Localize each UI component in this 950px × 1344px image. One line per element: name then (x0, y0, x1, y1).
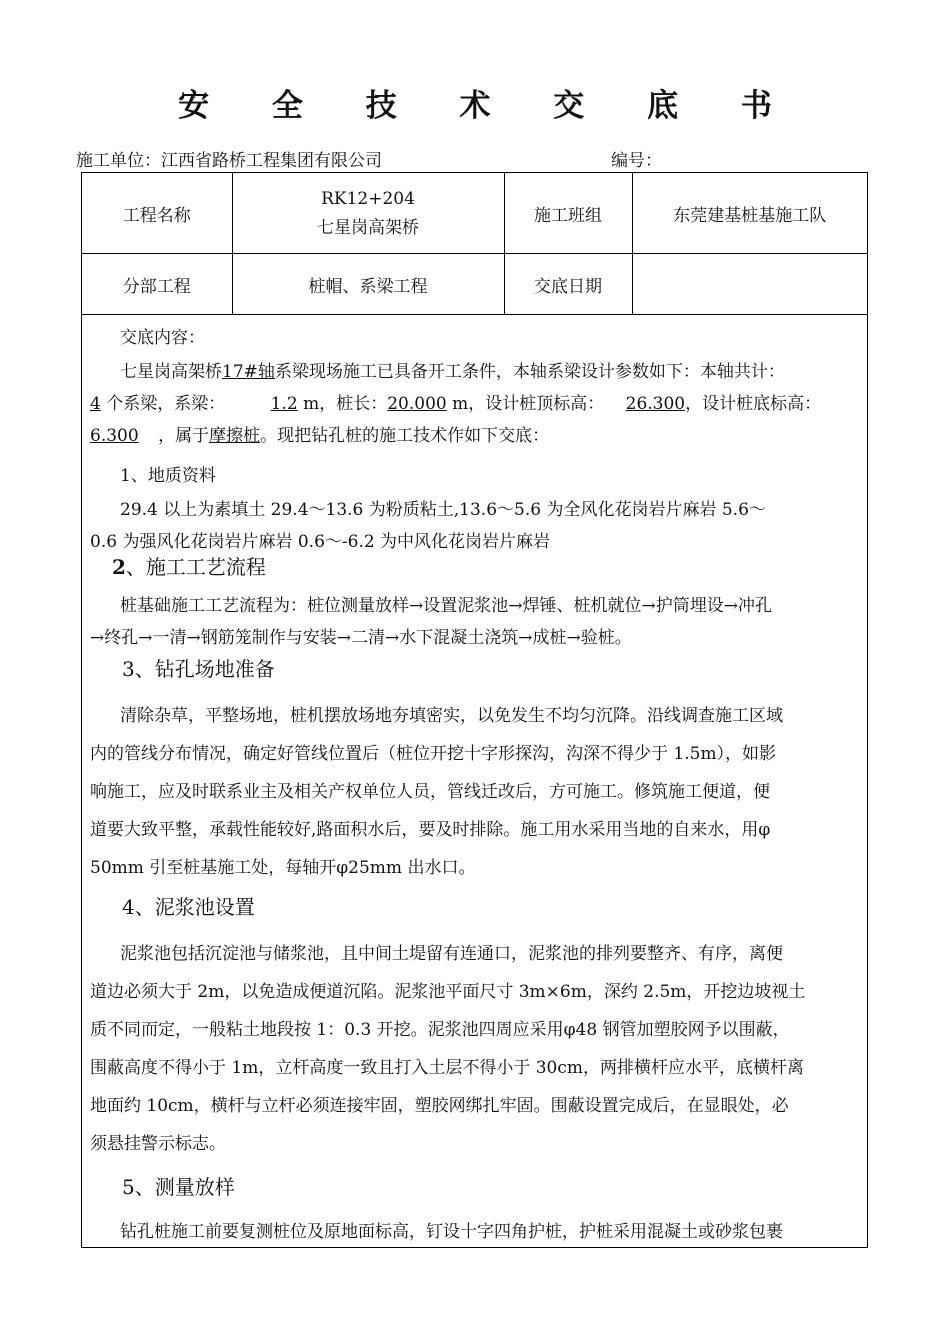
section-3-line-4: 道要大致平整，承载性能较好,路面积水后，要及时排除。施工用水采用当地的自来水，用φ (90, 820, 771, 840)
project-name-value (232, 173, 504, 254)
section-4-heading: 4、泥浆池设置 (122, 895, 255, 919)
construction-unit: 施工单位：江西省路桥工程集团有限公司 (76, 151, 382, 171)
section-1-line-2: 0.6 为强风化花岗岩片麻岩 0.6～-6.2 为中风化花岗岩片麻岩 (90, 532, 551, 552)
paragraph-text: 系梁现场施工已具备开工条件，本轴系梁设计参数如下：本轴共计： (274, 362, 785, 382)
section-2-line-2: →终孔→一清→钢筋笼制作与安装→二清→水下混凝土浇筑→成桩→验桩。 (90, 628, 632, 648)
section-4-line-5: 地面约 10cm，横杆与立杆必须连接牢固，塑胶网绑扎牢固。围蔽设置完成后，在显眼处，必 (90, 1096, 789, 1116)
paragraph-text: ，属于 (158, 426, 210, 446)
date-label: 交底日期 (504, 254, 632, 315)
section-3-line-1: 清除杂草，平整场地，桩机摆放场地夯填密实，以免发生不均匀沉降。沿线调查施工区域 (120, 706, 783, 726)
part-value: 桩帽、系梁工程 (232, 254, 504, 315)
paragraph-text: m，桩长： (303, 394, 388, 414)
section-3-line-5: 50mm 引至桩基施工处，每轴开φ25mm 出水口。 (90, 858, 476, 878)
section-2-number: 2 (112, 555, 126, 579)
header-table (82, 173, 867, 315)
section-2-heading (112, 551, 859, 580)
paragraph-text: 。现把钻孔桩的施工技术作如下交底： (260, 426, 550, 446)
section-1-line-1: 29.4 以上为素填土 29.4～13.6 为粉质粘土,13.6～5.6 为全风化花岗岩片麻岩 5.6～ (120, 500, 766, 520)
section-5-line-1: 钻孔桩施工前要复测桩位及原地面标高，钉设十字四角护桩，护桩采用混凝土或砂浆包裹 (120, 1222, 783, 1242)
content-paragraph-1 (120, 357, 859, 382)
section-5-heading: 5、测量放样 (122, 1175, 235, 1199)
paragraph-text: ，设计桩底标高： (685, 394, 822, 414)
bridge-name: 七星岗高架桥 (120, 362, 222, 382)
team-value: 东莞建基桩基施工队 (632, 173, 867, 254)
section-4-line-3: 质不同而定，一般粘土地段按 1：0.3 开挖。泥浆池四周应采用φ48 钢管加塑胶网予以围蔽， (90, 1020, 790, 1040)
pile-type: 摩擦桩 (209, 426, 261, 446)
paragraph-text: 个系梁，系梁： (106, 394, 226, 414)
section-2-line-1: 桩基础施工工艺流程为：桩位测量放样→设置泥浆池→焊锤、桩机就位→护筒埋设→冲孔 (120, 596, 772, 616)
section-3-heading: 3、钻孔场地准备 (122, 657, 275, 681)
project-name-label: 工程名称 (82, 173, 232, 254)
project-stake: RK12+204 (321, 188, 415, 209)
part-label: 分部工程 (82, 254, 232, 315)
section-1-heading: 1、地质资料 (120, 466, 216, 486)
intro-label: 交底内容： (120, 328, 205, 348)
section-2-title: 、施工工艺流程 (125, 555, 266, 579)
date-value (632, 254, 867, 315)
pile-length: 20.000 (387, 394, 447, 414)
beam-count: 4 (90, 394, 101, 414)
beam-size: 1.2 (270, 394, 298, 414)
paragraph-text: m，设计桩顶标高： (452, 394, 605, 414)
project-bridge: 七星岗高架桥 (317, 217, 419, 238)
section-3-line-3: 响施工，应及时联系业主及相关产权单位人员，管线迁改后，方可施工。修筑施工便道，便 (90, 782, 770, 802)
section-4-line-2: 道边必须大于 2m，以免造成便道沉陷。泥浆池平面尺寸 3m×6m，深约 2.5m，开挖边坡视土 (90, 982, 806, 1002)
document-number-label: 编号： (611, 151, 662, 171)
axis-number: 17#轴 (222, 362, 275, 382)
document-title: 安 全 技 术 交 底 书 (178, 88, 798, 124)
section-4-line-1: 泥浆池包括沉淀池与储浆池，且中间土堤留有连通口，泥浆池的排列要整齐、有序，离便 (120, 944, 783, 964)
pile-bottom-elevation: 6.300 (90, 426, 139, 446)
content-paragraph-3 (90, 421, 859, 446)
pile-top-elevation: 26.300 (625, 394, 686, 414)
content-paragraph-2 (90, 389, 859, 414)
section-4-line-4: 围蔽高度不得小于 1m，立杆高度一致且打入土层不得小于 30cm，两排横杆应水平，底横杆离 (90, 1058, 805, 1078)
section-3-line-2: 内的管线分布情况，确定好管线位置后（桩位开挖十字形探沟，沟深不得少于 1.5m），如影 (90, 744, 777, 764)
disclosure-form (81, 172, 868, 1248)
section-4-line-6: 须悬挂警示标志。 (90, 1134, 226, 1154)
team-label: 施工班组 (504, 173, 632, 254)
